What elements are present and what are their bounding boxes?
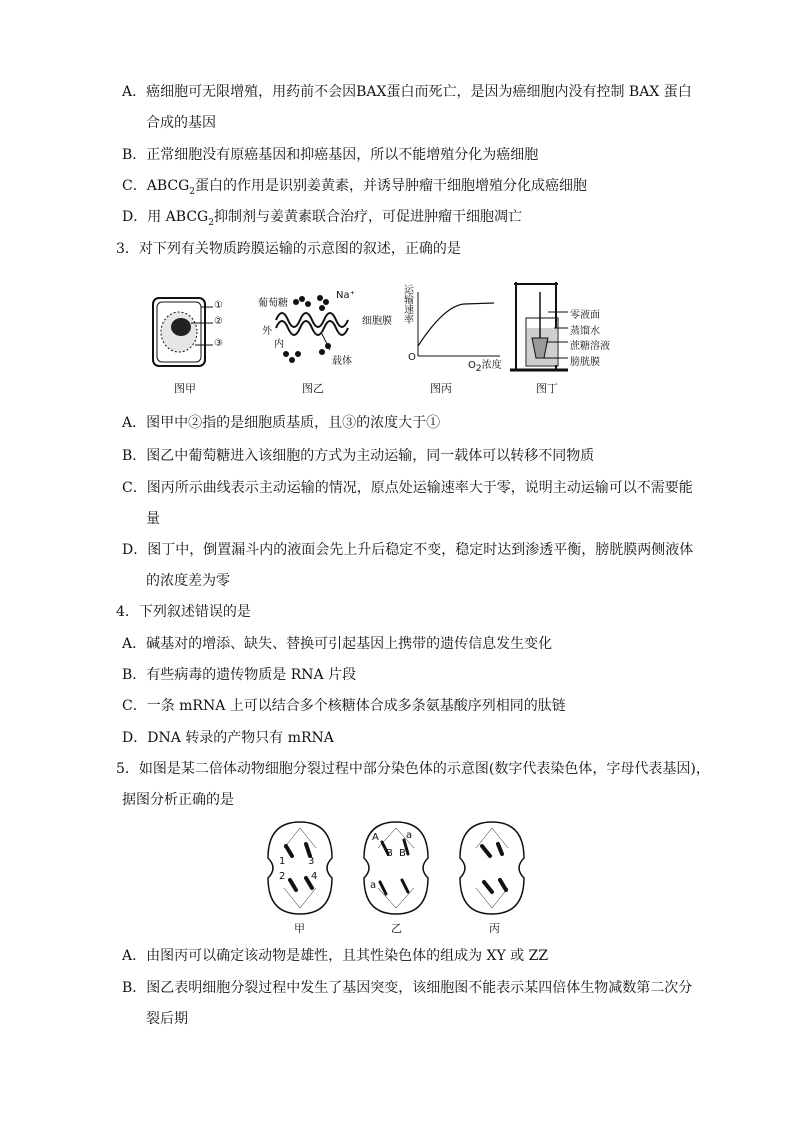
bing-caption: 图丙	[430, 382, 452, 395]
ding-label-sucrose: 蔗糖溶液	[570, 341, 610, 352]
jia-caption: 图甲	[174, 382, 196, 395]
bing-xlabel: $O_2$浓度	[468, 360, 502, 374]
q2-option-d: D．用 $ABCG_2$抑制剂与姜黄素联合治疗，可促进肿瘤干细胞凋亡	[122, 209, 522, 228]
yi-inside-label: 内	[274, 339, 284, 350]
fig5-jia-num-1: 1	[279, 856, 286, 867]
q3-option-d-line1: D．图丁中，倒置漏斗内的液面会先上升后稳定不变，稳定时达到渗透平衡，膀胱膜两侧液体	[122, 542, 694, 558]
fig5-yi-gene-a-small-2: a	[370, 880, 377, 891]
q5-option-a: A．由图丙可以确定该动物是雄性，且其性染色体的组成为 XY 或 ZZ	[122, 948, 549, 964]
q3-option-c-line1: C．图丙所示曲线表示主动运输的情况，原点处运输速率大于零，说明主动运输可以不需要能	[122, 480, 693, 496]
fig5-yi-gene-b2: B	[399, 848, 406, 859]
fig5-jia-num-4: 4	[311, 871, 318, 882]
yi-na-label: Na⁺	[336, 290, 355, 301]
yi-glucose-label: 葡萄糖	[258, 298, 288, 309]
q4-stem: 4．下列叙述错误的是	[116, 604, 251, 620]
ding-label-water: 蒸馏水	[570, 326, 600, 337]
q2-option-a-line1: A．癌细胞可无限增殖，用药前不会因BAX蛋白而死亡，是因为癌细胞内没有控制 BAX 蛋白	[122, 84, 692, 100]
q3-option-b: B．图乙中葡萄糖进入该细胞的方式为主动运输，同一载体可以转移不同物质	[122, 448, 595, 464]
fig5-jia-caption: 甲	[294, 922, 305, 935]
q5-stem-line1: 5．如图是某二倍体动物细胞分裂过程中部分染色体的示意图(数字代表染色体，字母代表基因)，	[116, 761, 710, 777]
yi-carrier-label: 载体	[332, 356, 352, 367]
q2-option-b: B．正常细胞没有原癌基因和抑癌基因，所以不能增殖分化为癌细胞	[122, 147, 539, 163]
q4-option-d: D．DNA 转录的产物只有 mRNA	[122, 730, 334, 746]
q4-option-c: C．一条 mRNA 上可以结合多个核糖体合成多条氨基酸序列相同的肽链	[122, 698, 566, 714]
fig5-yi-gene-b1: B	[386, 848, 393, 859]
jia-label-2: ②	[214, 316, 223, 327]
yi-caption: 图乙	[302, 382, 324, 395]
jia-label-3: ③	[214, 338, 223, 349]
fig5-bing-caption: 丙	[489, 922, 500, 935]
jia-label-1: ①	[214, 300, 223, 311]
q3-option-a: A．图甲中②指的是细胞质基质，且③的浓度大于①	[122, 415, 441, 431]
q5-option-b-line1: B．图乙表明细胞分裂过程中发生了基因突变，该细胞图不能表示某四倍体生物减数第二次分	[122, 980, 693, 996]
bing-origin: O	[408, 352, 416, 363]
q2-option-c: C．$ABCG_2$蛋白的作用是识别姜黄素，并诱导肿瘤干细胞增殖分化成癌细胞	[122, 178, 587, 197]
q2-option-a-line2: 合成的基因	[146, 115, 216, 131]
fig5-yi-caption: 乙	[391, 922, 402, 935]
q3-figure-bing	[404, 286, 504, 366]
q3-option-c-line2: 量	[146, 511, 160, 527]
fig5-jia-num-2: 2	[279, 871, 286, 882]
q4-option-b: B．有些病毒的遗传物质是 RNA 片段	[122, 667, 357, 683]
yi-outside-label: 外	[262, 326, 272, 337]
fig5-yi-gene-a: A	[372, 832, 379, 843]
fig5-yi-gene-a-small: a	[406, 830, 413, 841]
ding-label-zero-level: 零液面	[570, 310, 600, 321]
q5-option-b-line2: 裂后期	[146, 1011, 188, 1027]
ding-label-bladder: 膀胱膜	[570, 357, 600, 368]
fig5-jia-num-3: 3	[308, 856, 315, 867]
q5-figure	[262, 818, 532, 928]
q4-option-a: A．碱基对的增添、缺失、替换可引起基因上携带的遗传信息发生变化	[122, 636, 553, 652]
bing-ylabel: 运 输 速 率	[404, 285, 414, 326]
q5-stem-line2: 据图分析正确的是	[122, 792, 234, 808]
q3-stem: 3．对下列有关物质跨膜运输的示意图的叙述，正确的是	[116, 241, 461, 257]
yi-membrane-label: 细胞膜	[362, 316, 392, 327]
q3-option-d-line2: 的浓度差为零	[146, 573, 230, 589]
ding-caption: 图丁	[536, 382, 558, 395]
